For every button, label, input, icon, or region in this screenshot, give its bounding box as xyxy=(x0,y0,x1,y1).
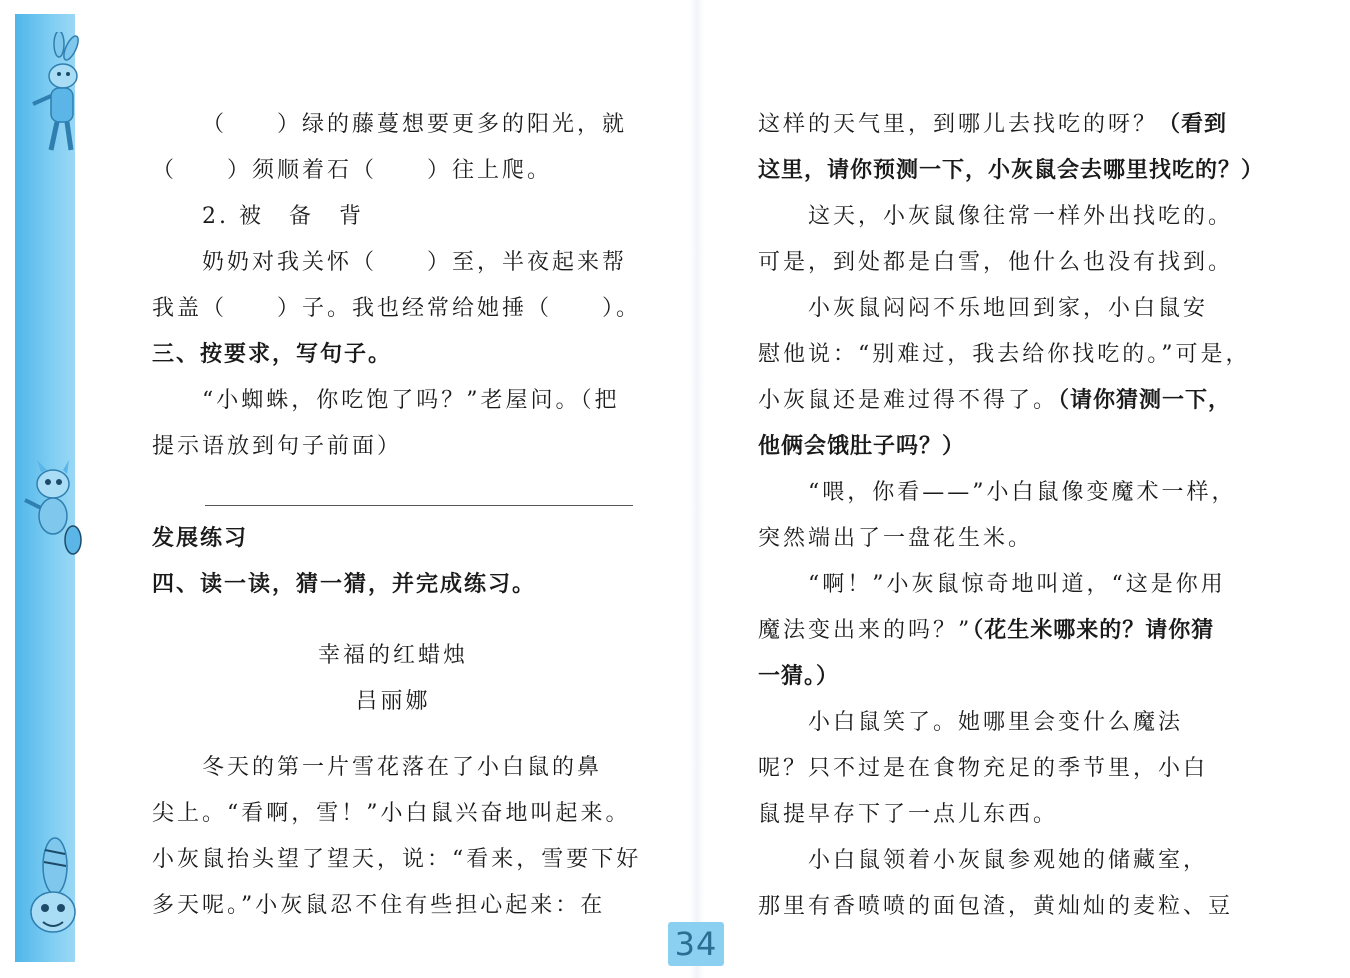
story-line: 小白鼠笑了。她哪里会变什么魔法 xyxy=(808,710,1184,735)
story-line: 慰他说：“别难过，我去给你找吃的。”可是， xyxy=(758,342,1251,367)
story-text: 这样的天气里，到哪儿去找吃的呀？ xyxy=(758,112,1159,137)
page-number: 34 xyxy=(668,922,724,966)
exercise-2-chars: 2. 被 备 背 xyxy=(202,204,364,229)
story-line: 小白鼠领着小灰鼠参观她的储藏室， xyxy=(808,848,1209,873)
prediction-prompt: （请你猜测一下， xyxy=(1058,388,1232,413)
fill-blank-line: （ ）须顺着石（ ）往上爬。 xyxy=(152,158,553,183)
story-text: 魔法变出来的吗？” xyxy=(758,618,973,643)
story-author: 吕丽娜 xyxy=(355,689,431,714)
prediction-prompt: 一猜。） xyxy=(758,664,840,689)
section-4-title: 四、读一读，猜一猜，并完成练习。 xyxy=(152,572,537,597)
story-line: 小灰鼠闷闷不乐地回到家，小白鼠安 xyxy=(808,296,1209,321)
fill-blank-line: 奶奶对我关怀（ ）至，半夜起来帮 xyxy=(202,250,628,275)
prediction-prompt: 他俩会饿肚子吗？） xyxy=(758,434,966,459)
story-line: 冬天的第一片雪花落在了小白鼠的鼻 xyxy=(202,755,603,780)
story-line xyxy=(758,378,1240,424)
story-line: 多天呢。”小灰鼠忍不住有些担心起来：在 xyxy=(152,893,606,918)
story-line: “啊！”小灰鼠惊奇地叫道，“这是你用 xyxy=(808,572,1226,597)
page-fold xyxy=(690,0,704,978)
story-line: 可是，到处都是白雪，他什么也没有找到。 xyxy=(758,250,1234,275)
prediction-prompt: （看到 xyxy=(1158,112,1228,137)
story-line: “喂，你看——”小白鼠像变魔术一样， xyxy=(808,480,1237,505)
left-page xyxy=(152,102,642,470)
story-line xyxy=(758,102,1240,148)
section-3-question-cont: 提示语放到句子前面） xyxy=(152,434,403,459)
story-line: 突然端出了一盘花生米。 xyxy=(758,526,1034,551)
story-line: 这天，小灰鼠像往常一样外出找吃的。 xyxy=(808,204,1234,229)
answer-line xyxy=(205,505,633,506)
left-page-lower xyxy=(152,516,634,608)
story-line: 那里有香喷喷的面包渣，黄灿灿的麦粒、豆 xyxy=(758,894,1234,919)
rabbit-mascot-icon xyxy=(25,32,85,162)
right-page xyxy=(758,102,1265,930)
story-line xyxy=(758,608,1240,654)
story-text: 小灰鼠还是难过得不得了。 xyxy=(758,388,1059,413)
story-title: 幸福的红蜡烛 xyxy=(317,643,468,668)
fill-blank-line: （ ）绿的藤蔓想要更多的阳光，就 xyxy=(202,112,628,137)
story-body xyxy=(152,745,642,929)
tiger-mascot-icon xyxy=(21,830,85,942)
raccoon-mascot-icon xyxy=(23,460,85,560)
decorative-sidebar xyxy=(15,14,75,962)
fill-blank-line: 我盖（ ）子。我也经常给她捶（ ）。 xyxy=(152,296,642,321)
prediction-prompt: （花生米哪来的？请你猜 xyxy=(972,618,1215,643)
story-line: 尖上。“看啊，雪！”小白鼠兴奋地叫起来。 xyxy=(152,801,631,826)
story-line: 小灰鼠抬头望了望天，说：“看来，雪要下好 xyxy=(152,847,642,872)
development-practice-title: 发展练习 xyxy=(152,526,249,551)
story-header xyxy=(152,633,634,725)
section-3-title: 三、按要求，写句子。 xyxy=(152,342,393,367)
prediction-prompt: 这里，请你预测一下，小灰鼠会去哪里找吃的？） xyxy=(758,158,1265,183)
story-line: 呢？只不过是在食物充足的季节里，小白 xyxy=(758,756,1209,781)
story-line: 鼠提早存下了一点儿东西。 xyxy=(758,802,1059,827)
section-3-question: “小蜘蛛，你吃饱了吗？”老屋问。（把 xyxy=(202,388,620,413)
